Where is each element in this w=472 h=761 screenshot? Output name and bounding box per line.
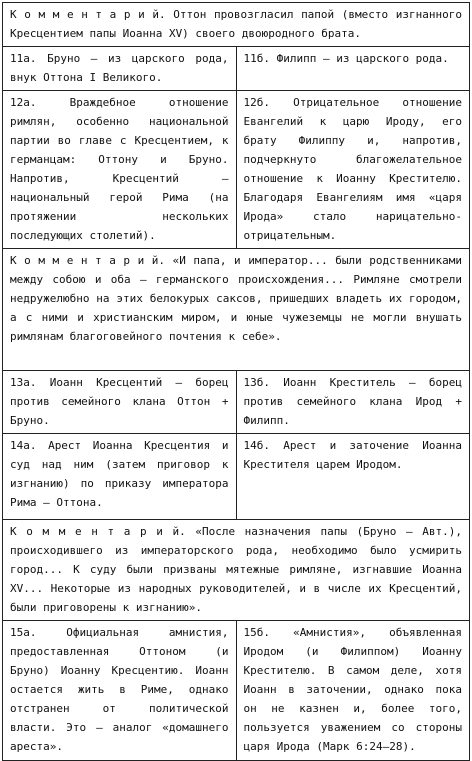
comment-cell — [3, 249, 470, 371]
pair-row — [3, 47, 470, 91]
comment-label: К о м м е н т а р и й. — [10, 254, 166, 267]
comment-row — [3, 249, 470, 371]
comparison-table — [2, 2, 470, 761]
pair-row — [3, 371, 470, 434]
comment-label: К о м м е н т а р и й. — [10, 8, 166, 21]
comment-label: К о м м е н т а р и й. — [10, 525, 186, 538]
left-cell: 14а. Арест Иоанна Кресцентия и суд над ним (затем приговор к изгнанию) по приказу императора Рима – Оттона. — [3, 434, 237, 520]
left-cell: 12а. Враждебное отношение римлян, особенно национальной партии во главе с Кресцентием, к германцам: Оттону и Бруно. Напротив, Кресцентий – национальный герой Рима (на протяжении нескольких последующих столетий). — [3, 91, 237, 249]
right-cell: 12б. Отрицательное отношение Евангелий к царю Ироду, его брату Филиппу и, напротив, подчеркнуто благожелательное отношение к Иоанну Крестителю. Благодаря Евангелиям имя «царя Ирода» стало нарицательно-отрицательным. — [236, 91, 470, 249]
left-cell: 15а. Официальная амнистия, предоставленная Оттоном (и Бруно) Иоанну Кресцентию. Иоанн остается жить в Риме, однако отстранен от политической власти. Это – аналог «домашнего ареста». — [3, 621, 237, 761]
comment-text: «И папа, и император... были родственниками между собою и оба – германского происхождения... Римляне смотрели недружелюбно на этих белокурых саксов, пришедших владеть их городом, а с ними и христианским миром, и юные чужеземцы не могли внушать римлянам благоговейного почтения к себе». — [10, 254, 463, 343]
comment-row — [3, 520, 470, 621]
pair-row — [3, 91, 470, 249]
pair-row — [3, 434, 470, 520]
pair-row — [3, 621, 470, 761]
comment-text: «После назначения папы (Бруно – Авт.), происходившего из императорского рода, необходимо было усмирить город... К суду были призваны мятежные римляне, изгнавшие Иоанна XV... Некоторые из народных руководителей, и в числе их Кресцентий, были приговорены к изгнанию». — [10, 525, 462, 614]
right-cell: 11б. Филипп – из царского рода. — [236, 47, 470, 91]
right-cell: 14б. Арест и заточение Иоанна Крестителя царем Иродом. — [236, 434, 470, 520]
left-cell: 13а. Иоанн Кресцентий – борец против семейного клана Оттон + Бруно. — [3, 371, 237, 434]
comment-cell — [3, 520, 470, 621]
right-cell: 13б. Иоанн Креститель – борец против семейного клана Ирод + Филипп. — [236, 371, 470, 434]
right-cell: 15б. «Амнистия», объявленная Иродом (и Филиппом) Иоанну Крестителю. В самом деле, хотя Иоанн в заточении, однако пока он не казнен и, более того, пользуется уважением со стороны царя Ирода (Марк 6:24–28). — [236, 621, 470, 761]
comment-row — [3, 3, 470, 47]
comment-cell — [3, 3, 470, 47]
comment-text: Оттон провозгласил папой (вместо изгнанного Кресцентием папы Иоанна XV) своего двоюродного брата. — [10, 8, 462, 40]
left-cell: 11а. Бруно – из царского рода, внук Оттона I Великого. — [3, 47, 237, 91]
